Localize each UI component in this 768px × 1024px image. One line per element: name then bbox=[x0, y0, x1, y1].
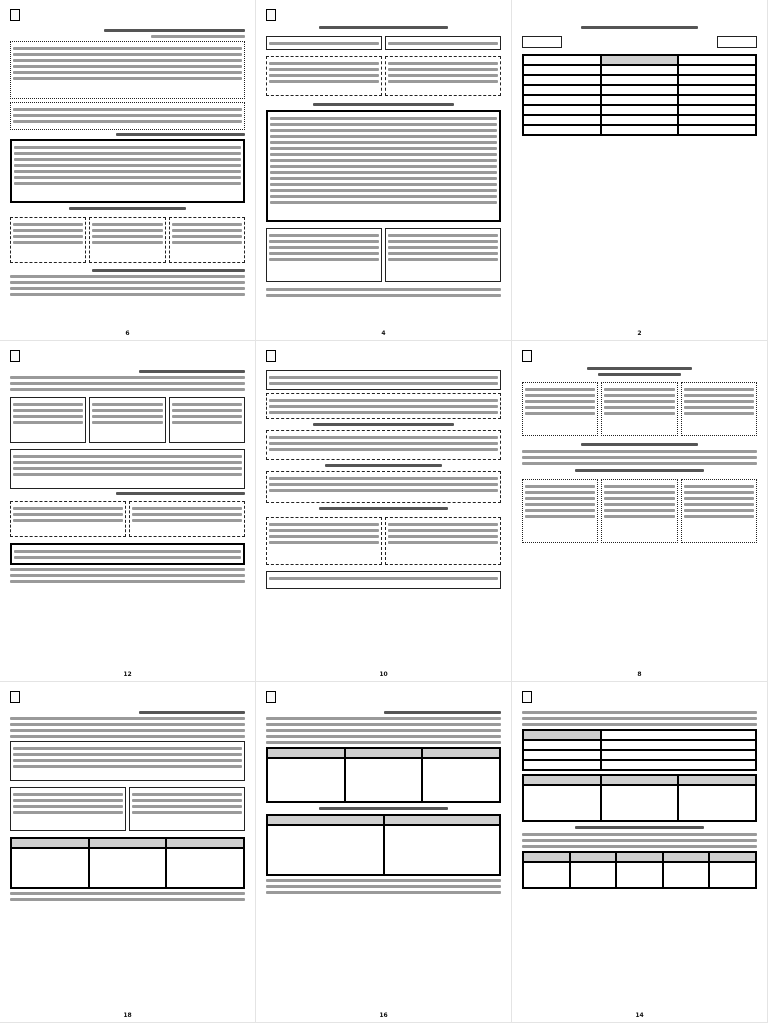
page-title bbox=[10, 9, 20, 21]
page-content bbox=[10, 367, 245, 665]
page-14 bbox=[512, 682, 768, 1023]
comparison-table bbox=[10, 837, 245, 889]
page-content bbox=[522, 26, 757, 324]
page-2 bbox=[512, 0, 768, 341]
page-12 bbox=[0, 341, 256, 682]
page-content bbox=[10, 26, 245, 324]
page-number: 10 bbox=[379, 671, 388, 678]
page-content bbox=[266, 367, 501, 665]
comparison-table bbox=[522, 851, 757, 889]
page-18 bbox=[0, 682, 256, 1023]
page-title bbox=[266, 350, 276, 362]
page-header bbox=[522, 8, 757, 22]
page-4 bbox=[256, 0, 512, 341]
page-number: 6 bbox=[125, 330, 130, 337]
page-number: 4 bbox=[381, 330, 386, 337]
page-number: 16 bbox=[379, 1012, 388, 1019]
page-content bbox=[266, 708, 501, 1006]
page-16 bbox=[256, 682, 512, 1023]
page-header bbox=[522, 349, 757, 363]
page-number: 18 bbox=[123, 1012, 132, 1019]
page-title bbox=[522, 691, 532, 703]
page-header bbox=[10, 8, 245, 22]
page-header bbox=[10, 690, 245, 704]
page-header bbox=[10, 349, 245, 363]
page-content bbox=[10, 708, 245, 1006]
page-content bbox=[522, 708, 757, 1006]
comparison-table bbox=[266, 747, 501, 803]
page-title bbox=[266, 691, 276, 703]
comparison-table bbox=[522, 54, 757, 136]
page-title bbox=[266, 9, 276, 21]
page-header bbox=[266, 8, 501, 22]
page-title bbox=[10, 691, 20, 703]
page-8 bbox=[512, 341, 768, 682]
page-content bbox=[522, 367, 757, 665]
page-number: 14 bbox=[635, 1012, 644, 1019]
page-header bbox=[266, 690, 501, 704]
page-header bbox=[522, 690, 757, 704]
page-title bbox=[522, 350, 532, 362]
page-header bbox=[266, 349, 501, 363]
comparison-table bbox=[266, 814, 501, 876]
page-content bbox=[266, 26, 501, 324]
page-number: 12 bbox=[123, 671, 132, 678]
page-number: 8 bbox=[637, 671, 642, 678]
page-6 bbox=[0, 0, 256, 341]
page-10 bbox=[256, 341, 512, 682]
comparison-table bbox=[522, 774, 757, 822]
comparison-table bbox=[522, 729, 757, 771]
page-number: 2 bbox=[637, 330, 642, 337]
page-title bbox=[10, 350, 20, 362]
